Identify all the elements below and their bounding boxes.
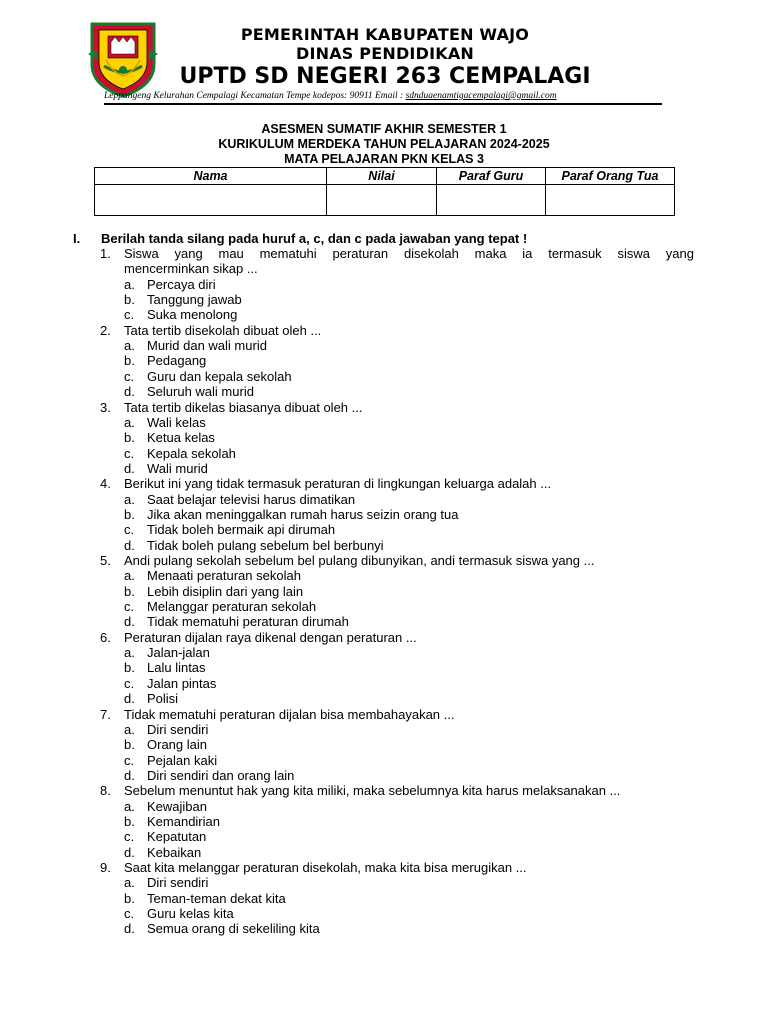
question-5-option-d-text: Tidak mematuhi peraturan dirumah xyxy=(147,614,349,630)
question-1-number: 1. xyxy=(100,246,111,261)
question-1-text: Siswa yang mau mematuhi peraturan disekolah maka ia termasuk siswa yang xyxy=(124,246,694,261)
question-5-option-c-text: Melanggar peraturan sekolah xyxy=(147,599,317,615)
question-9-option-d-text: Semua orang di sekeliling kita xyxy=(147,921,320,937)
header-school-name: UPTD SD NEGERI 263 CEMPALAGI xyxy=(179,64,591,89)
identity-header-row xyxy=(95,168,675,185)
question-5-option-b-text: Lebih disiplin dari yang lain xyxy=(147,583,304,599)
question-8-option-b-text: Kemandirian xyxy=(147,813,220,829)
question-2-option-d-letter[interactable]: d. xyxy=(124,384,135,400)
question-3-option-a-text: Wali kelas xyxy=(147,414,206,430)
question-4-option-b-text: Jika akan meninggalkan rumah harus seizin orang tua xyxy=(147,506,459,522)
nilai-cell[interactable] xyxy=(327,185,437,216)
question-2-text: Tata tertib disekolah dibuat oleh ... xyxy=(124,322,322,338)
exam-title: ASESMEN SUMATIF AKHIR SEMESTER 1 xyxy=(261,122,507,136)
paraf-guru-cell[interactable] xyxy=(437,185,546,216)
subject-title: MATA PELAJARAN PKN KELAS 3 xyxy=(284,152,484,166)
question-8-option-a-letter[interactable]: a. xyxy=(124,798,135,814)
student-identity-table xyxy=(94,167,675,216)
question-6-option-a-letter[interactable]: a. xyxy=(124,645,135,661)
question-8-option-c-text: Kepatutan xyxy=(147,829,207,845)
question-1-option-c-letter[interactable]: c. xyxy=(124,307,135,323)
question-7-option-c-text: Pejalan kaki xyxy=(147,752,218,768)
question-6-option-c-text: Jalan pintas xyxy=(147,675,217,691)
question-7-number: 7. xyxy=(100,706,111,722)
question-9-option-b-letter[interactable]: b. xyxy=(124,890,135,906)
question-9-option-a-letter[interactable]: a. xyxy=(124,875,135,891)
question-8-option-d-letter[interactable]: d. xyxy=(124,844,135,860)
question-7-option-a-text: Diri sendiri xyxy=(147,721,209,737)
question-1-option-c-text: Suka menolong xyxy=(147,307,238,323)
header-nilai: Nilai xyxy=(327,168,437,185)
question-4-option-d-letter[interactable]: d. xyxy=(124,537,135,553)
section-number: I. xyxy=(73,231,81,246)
question-7-text: Tidak mematuhi peraturan dijalan bisa membahayakan ... xyxy=(124,706,455,722)
identity-entry-row xyxy=(95,185,675,216)
question-9-option-d-letter[interactable]: d. xyxy=(124,921,135,937)
question-8-number: 8. xyxy=(100,783,111,799)
email-link[interactable]: sdnduaenamtigacempalagi@gmail.com xyxy=(405,91,557,101)
question-9-text: Saat kita melanggar peraturan disekolah, maka kita bisa merugikan ... xyxy=(124,860,527,875)
question-3-option-a-letter[interactable]: a. xyxy=(124,414,135,430)
question-4-option-c-text: Tidak boleh bermaik api dirumah xyxy=(147,522,336,538)
question-4-option-c-letter[interactable]: c. xyxy=(124,522,135,538)
question-3-option-c-letter[interactable]: c. xyxy=(124,445,135,461)
question-6-text: Peraturan dijalan raya dikenal dengan peraturan ... xyxy=(124,629,417,645)
question-2-option-b-text: Pedagang xyxy=(147,353,207,369)
question-3-option-b-letter[interactable]: b. xyxy=(124,430,135,446)
question-5-option-c-letter[interactable]: c. xyxy=(124,599,135,615)
question-3-option-c-text: Kepala sekolah xyxy=(147,445,236,461)
question-1-text: mencerminkan sikap ... xyxy=(124,261,258,277)
question-1-option-a-letter[interactable]: a. xyxy=(124,276,135,292)
paraf-orang-tua-cell[interactable] xyxy=(546,185,675,216)
header-paraf-guru: Paraf Guru xyxy=(437,168,546,185)
question-4-text: Berikut ini yang tidak termasuk peraturan di lingkungan keluarga adalah ... xyxy=(124,476,552,492)
question-2-number: 2. xyxy=(100,322,111,338)
curriculum-title: KURIKULUM MERDEKA TAHUN PELAJARAN 2024-2025 xyxy=(218,137,550,151)
question-6-option-c-letter[interactable]: c. xyxy=(124,675,135,691)
kabupaten-wajo-emblem xyxy=(86,20,160,98)
question-4-option-a-text: Saat belajar televisi harus dimatikan xyxy=(147,491,356,507)
question-7-option-b-letter[interactable]: b. xyxy=(124,737,135,753)
question-5-option-b-letter[interactable]: b. xyxy=(124,583,135,599)
question-2-option-d-text: Seluruh wali murid xyxy=(147,384,254,400)
question-1-option-b-text: Tanggung jawab xyxy=(147,292,242,308)
question-2-option-b-letter[interactable]: b. xyxy=(124,353,135,369)
question-3-text: Tata tertib dikelas biasanya dibuat oleh ... xyxy=(124,399,363,415)
header-paraf-orang-tua: Paraf Orang Tua xyxy=(546,168,675,185)
question-8-option-a-text: Kewajiban xyxy=(147,798,207,814)
question-7-option-b-text: Orang lain xyxy=(147,737,207,753)
question-5-option-d-letter[interactable]: d. xyxy=(124,614,135,630)
question-6-option-b-text: Lalu lintas xyxy=(147,660,206,676)
question-4-number: 4. xyxy=(100,476,111,492)
section-instruction: Berilah tanda silang pada huruf a, c, dan c pada jawaban yang tepat ! xyxy=(101,231,528,246)
question-9-option-b-text: Teman-teman dekat kita xyxy=(147,890,286,906)
question-2-option-a-text: Murid dan wali murid xyxy=(147,338,267,354)
question-6-option-d-text: Polisi xyxy=(147,691,179,707)
question-9-number: 9. xyxy=(100,860,111,875)
question-4-option-d-text: Tidak boleh pulang sebelum bel berbunyi xyxy=(147,537,384,553)
question-5-option-a-letter[interactable]: a. xyxy=(124,568,135,584)
header-nama: Nama xyxy=(95,168,327,185)
question-6-option-d-letter[interactable]: d. xyxy=(124,691,135,707)
letterhead-divider xyxy=(104,103,662,105)
question-6-option-a-text: Jalan-jalan xyxy=(147,645,210,661)
address-text: Leppangeng Kelurahan Cempalagi Kecamatan Tempe kodepos: 90911 Email : xyxy=(104,91,406,101)
question-7-option-c-letter[interactable]: c. xyxy=(124,752,135,768)
question-5-number: 5. xyxy=(100,553,111,568)
question-8-option-d-text: Kebaikan xyxy=(147,844,202,860)
question-2-option-c-letter[interactable]: c. xyxy=(124,368,135,384)
question-4-option-b-letter[interactable]: b. xyxy=(124,506,135,522)
question-3-option-b-text: Ketua kelas xyxy=(147,430,215,446)
question-7-option-d-letter[interactable]: d. xyxy=(124,767,135,783)
question-5-text: Andi pulang sekolah sebelum bel pulang dibunyikan, andi termasuk siswa yang ... xyxy=(124,553,595,568)
question-5-option-a-text: Menaati peraturan sekolah xyxy=(147,568,301,584)
question-6-number: 6. xyxy=(100,629,111,645)
question-1-option-a-text: Percaya diri xyxy=(147,276,216,292)
header-government: PEMERINTAH KABUPATEN WAJO xyxy=(240,25,530,44)
question-2-option-c-text: Guru dan kepala sekolah xyxy=(147,368,292,384)
question-8-option-c-letter[interactable]: c. xyxy=(124,829,135,845)
header-address xyxy=(104,91,664,101)
header-department: DINAS PENDIDIKAN xyxy=(296,44,474,63)
question-4-option-a-letter[interactable]: a. xyxy=(124,491,135,507)
question-7-option-d-text: Diri sendiri dan orang lain xyxy=(147,767,295,783)
question-6-option-b-letter[interactable]: b. xyxy=(124,660,135,676)
question-1-option-b-letter[interactable]: b. xyxy=(124,292,135,308)
question-3-option-d-letter[interactable]: d. xyxy=(124,460,135,476)
question-3-number: 3. xyxy=(100,399,111,415)
question-8-text: Sebelum menuntut hak yang kita miliki, maka sebelumnya kita harus melaksanakan ... xyxy=(124,783,621,799)
question-8-option-b-letter[interactable]: b. xyxy=(124,813,135,829)
nama-cell[interactable] xyxy=(95,185,327,216)
question-9-option-a-text: Diri sendiri xyxy=(147,875,209,891)
question-2-option-a-letter[interactable]: a. xyxy=(124,338,135,354)
question-7-option-a-letter[interactable]: a. xyxy=(124,721,135,737)
question-9-option-c-text: Guru kelas kita xyxy=(147,906,234,922)
question-9-option-c-letter[interactable]: c. xyxy=(124,906,135,922)
question-3-option-d-text: Wali murid xyxy=(147,460,208,476)
